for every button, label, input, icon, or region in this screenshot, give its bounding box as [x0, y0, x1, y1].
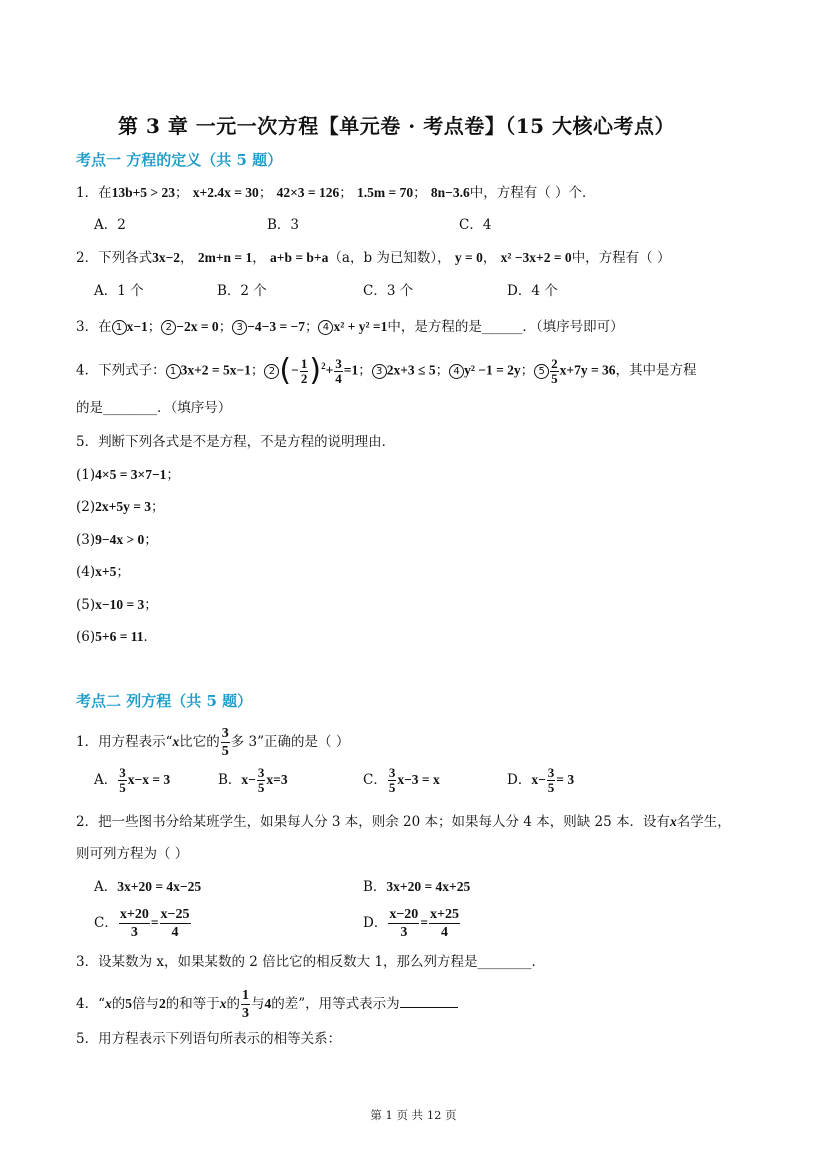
circle-number: 2	[161, 320, 176, 335]
circle-number: 2	[264, 364, 279, 379]
choice-b: B．3x+20 = 4x+25	[363, 879, 471, 895]
choice-a: A．1 个	[94, 283, 144, 299]
expr: 42×3 = 126	[276, 185, 340, 200]
circle-number: 1	[166, 364, 181, 379]
choice-b: B．x− $\frac{3}{5}$ x=3	[218, 765, 288, 795]
q-prefix: 1．在	[76, 185, 112, 201]
expr: 13b+5 > 23	[111, 185, 175, 200]
choice-a: A．3x+20 = 4x−25	[94, 879, 202, 895]
expr: x² + y² =1	[333, 319, 388, 334]
question-2-2-line2: 则可列方程为（ ）	[76, 846, 189, 862]
q5-item: (1)4×5 = 3×7−1；	[76, 467, 180, 483]
q-suffix: 中，方程有（ ）	[571, 250, 671, 266]
choice-c: C． $\frac{x+20}{3}$ = $\frac{x-25}{4}$	[94, 907, 190, 940]
choice-b: B．3	[267, 217, 300, 233]
expr: y² −1 = 2y	[464, 362, 521, 378]
section-heading-2: 考点二 列方程（共 5 题）	[76, 692, 253, 710]
circle-number: 1	[112, 320, 127, 335]
expr: x+2.4x = 30	[192, 185, 259, 200]
expr: 2x+3 ≤ 5	[386, 362, 436, 378]
expr: 3x+2 = 5x−1	[180, 362, 251, 378]
section-heading-1: 考点一 方程的定义（共 5 题）	[76, 151, 283, 169]
expr: −2x = 0	[176, 319, 219, 334]
expr: =1	[343, 362, 359, 378]
choice-a: A． $\frac{3}{5}$ x−x = 3	[94, 765, 171, 795]
answer-blank	[400, 1007, 458, 1008]
expr: x² −3x+2 = 0	[500, 250, 572, 265]
question-1-1: 1．在13b+5 > 23； x+2.4x = 30； 42×3 = 126； 1.5m = 70； 8n−3.6中，方程有（ ）个．	[76, 185, 596, 201]
question-1-2: 2．下列各式3x−2， 2m+n = 1， a+b = b+a（a，b 为已知数）， y = 0， x² −3x+2 = 0中，方程有（ ）	[76, 250, 671, 266]
paren: (	[279, 353, 292, 388]
expr: 2m+n = 1	[197, 250, 253, 265]
q-suffix: ，其中是方程	[615, 362, 697, 379]
q-prefix: 3．在	[76, 319, 112, 335]
question-2-3: 3．设某数为 x，如果某数的 2 倍比它的相反数大 1，那么列方程是________．	[76, 954, 546, 970]
choice-c: C．3 个	[363, 283, 414, 299]
choice-d: D． $\frac{x-20}{3}$ = $\frac{x+25}{4}$	[363, 907, 459, 940]
circle-number: 4	[318, 320, 333, 335]
expr: x−1	[126, 319, 148, 334]
expr: 3x−2	[152, 250, 181, 265]
circle-number: 3	[232, 320, 247, 335]
fraction: $\frac{3}{5}$	[221, 726, 229, 759]
expr: x+7y = 36	[559, 362, 616, 378]
page-title: 第 3 章 一元一次方程【单元卷 · 考点卷】（15 大核心考点）	[118, 114, 675, 138]
q5-item: (2)2x+5y = 3；	[76, 499, 165, 515]
expr: y = 0	[454, 250, 483, 265]
q5-item: (4)x+5；	[76, 564, 130, 580]
expr: a+b = b+a	[270, 250, 329, 265]
circle-number: 4	[449, 364, 464, 379]
expr: −4−3 = −7	[247, 319, 305, 334]
circle-number: 3	[372, 364, 387, 379]
q-prefix: 4．下列式子：	[76, 362, 166, 379]
note: （a，b 为已知数）	[328, 250, 438, 266]
question-1-3: 3．在 1 x−1； 2 −2x = 0； 3 −4−3 = −7； 4 x² + y² =1中，是方程的是______．（填序号即可）	[76, 319, 624, 335]
fraction: $\frac{2}{5}$	[551, 355, 558, 386]
choice-b: B．2 个	[217, 283, 267, 299]
question-2-1: 1．用方程表示“x比它的 $\frac{3}{5}$ 多 3”正确的是（ ）	[76, 726, 350, 759]
choice-c: C．4	[459, 217, 492, 233]
question-1-5: 5．判断下列各式是不是方程，不是方程的说明理由．	[76, 434, 396, 450]
choice-d: D．x− $\frac{3}{5}$ = 3	[507, 765, 575, 795]
circle-number: 5	[534, 364, 549, 379]
expr: 1.5m = 70	[357, 185, 414, 200]
fraction: $\frac{1}{3}$	[242, 988, 249, 1021]
question-2-2: 2．把一些图书分给某班学生，如果每人分 3 本，则余 20 本；如果每人分 4 本，则缺 25 本．设有x名学生，	[76, 814, 731, 830]
q-suffix: 中，是方程的是______．（填序号即可）	[387, 319, 624, 335]
fraction: $\frac{3}{4}$	[335, 355, 342, 386]
q5-item: (6)5+6 = 11．	[76, 629, 158, 645]
exponent: 2	[321, 361, 326, 371]
page-footer: 第 1 页 共 12 页	[370, 1108, 457, 1122]
q-prefix: 2．下列各式	[76, 250, 153, 266]
q-suffix: 中，方程有（ ）个．	[469, 185, 596, 201]
fraction: $\frac{1}{2}$	[300, 355, 308, 386]
question-2-4: 4．“x的5倍与2的和等于x的 $\frac{1}{3}$ 与4的差”，用等式表示为	[76, 987, 458, 1022]
minus: −	[291, 362, 299, 378]
q5-item: (5)x−10 = 3；	[76, 597, 158, 613]
question-2-5: 5．用方程表示下列语句所表示的相等关系：	[76, 1031, 342, 1047]
question-1-4-line2: 的是________．（填序号）	[76, 400, 232, 416]
q5-item: (3)9−4x > 0；	[76, 532, 158, 548]
paren: )	[309, 353, 322, 388]
question-1-4: 4．下列式子： 1 3x+2 = 5x−1； 2 (− $\frac{1}{2}$ )$^2$+ $\frac{3}{4}$ =1； 3 2x+3 ≤ 5； 4 y² −1 = 2y； 5 $\frac{2}{5}$ x+7y = 36，其中是方程	[76, 353, 697, 388]
choice-c: C． $\frac{3}{5}$ x−3 = x	[363, 765, 440, 795]
expr: 8n−3.6	[430, 185, 470, 200]
choice-a: A．2	[94, 217, 126, 233]
choice-d: D．4 个	[507, 283, 558, 299]
